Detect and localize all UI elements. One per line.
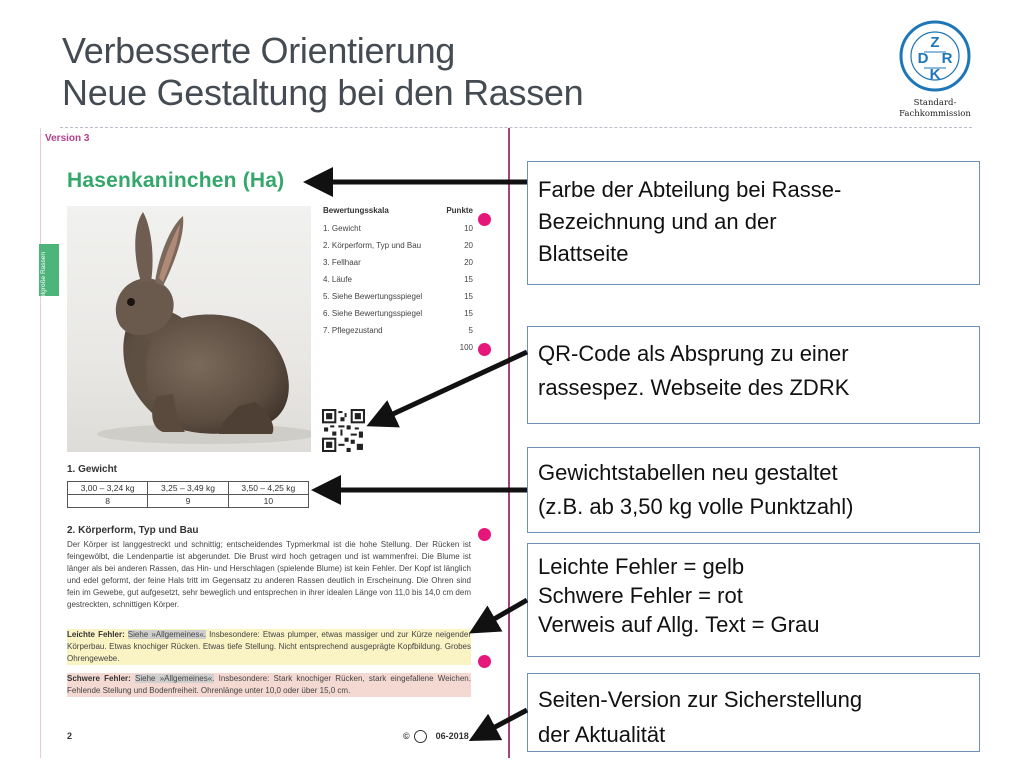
callout-line: Farbe der Abteilung bei Rasse- (538, 177, 842, 202)
scale-row-points: 15 (464, 275, 473, 284)
scale-row-points: 15 (464, 292, 473, 301)
arrow-to-qr-code (380, 352, 527, 420)
weight-range-cell: 3,25 – 3,49 kg (148, 482, 228, 495)
light-faults-label: Leichte Fehler: (67, 630, 125, 639)
scale-row-points: 20 (464, 241, 473, 250)
page-number: 2 (67, 731, 73, 741)
weight-range-cell: 3,50 – 4,25 kg (228, 482, 308, 495)
breed-title: Hasenkaninchen (Ha) (67, 169, 285, 192)
arrow-to-page-version (482, 710, 527, 734)
light-faults-text: Insbesondere: Etwas plumper, etwas massiger und zur Kürze neigender Körperbau. Etwas knochiger Rücken. Etwas tiefe Stellung. Nicht entsprechend ausgeprägte Kopfbildung. Grobes Ohrengewebe. (67, 630, 471, 663)
callout-line: Gewichtstabellen neu gestaltet (538, 460, 838, 485)
callout-line: (z.B. ab 3,50 kg volle Punktzahl) (538, 494, 854, 519)
rating-scale-title: Bewertungsskala (323, 206, 389, 215)
section-2-heading: 2. Körperform, Typ und Bau (67, 525, 199, 536)
section-2-text: Der Körper ist langgestreckt und schnittig; entscheidendes Typmerkmal ist die hohe Stellung. Der Rücken ist feingewölbt, die Lendenpartie ist abgerundet. Die Brust wird hoch getragen und ist wammenfrei. Die Blume ist länger als bei anderen Rassen, das Hin- und Herschlagen (spielende Blume) ist kein Fehler. Der Kopf ist länglich und edel geformt, der feine Hals tritt im Gegensatz zu anderen Rassen deutlich in Erscheinung. Die Ohren sind fein im Gewebe, gut aufgesetzt, sehr beweglich und entsprechen in ihrer idealen Länge von 11,0 bis 14,0 cm dem gestreckten, schnittigen Körper. (67, 540, 471, 609)
scale-row-points: 15 (464, 309, 473, 318)
scale-row-label: 3. Fellhaar (323, 258, 361, 267)
slide-title-line-2: Neue Gestaltung bei den Rassen (62, 72, 584, 113)
scale-row-points: 5 (468, 326, 473, 335)
heavy-faults-label: Schwere Fehler: (67, 674, 131, 683)
callout-line: der Aktualität (538, 722, 666, 747)
section-1-heading: 1. Gewicht (67, 464, 118, 475)
scale-row-label: 1. Gewicht (323, 224, 361, 233)
heavy-faults-reference: Siehe »Allgemeines«. (135, 674, 215, 683)
scale-row-label: 6. Siehe Bewertungsspiegel (323, 309, 423, 318)
scale-row-label: 4. Läufe (323, 275, 352, 284)
callout-line: Bezeichnung und an der (538, 209, 777, 234)
slide-title-line-1: Verbesserte Orientierung (62, 30, 456, 71)
scale-row-label: 7. Pflegezustand (323, 326, 383, 335)
logo-letter-k: K (929, 66, 941, 83)
logo-letter-r: R (941, 50, 953, 67)
weight-points-cell: 10 (228, 495, 308, 508)
callout-line: Verweis auf Allg. Text = Grau (538, 612, 820, 637)
scale-row-points: 20 (464, 258, 473, 267)
side-tab-label: mittelgroße Rassen (40, 252, 47, 309)
scale-row-label: 2. Körperform, Typ und Bau (323, 241, 422, 250)
scale-total: 100 (459, 343, 473, 352)
light-faults-reference: Siehe »Allgemeines«. (127, 630, 207, 639)
logo-caption-line-1: Standard- (913, 98, 957, 108)
page-version: 06-2018 (435, 730, 469, 741)
callout-line: Seiten-Version zur Sicherstellung (538, 687, 863, 712)
callout-line: Blattseite (538, 241, 629, 266)
scale-row-label: 5. Siehe Bewertungsspiegel (323, 292, 423, 301)
callout-line: Leichte Fehler = gelb (538, 554, 745, 579)
weight-points-cell: 8 (68, 495, 148, 508)
logo-letter-d: D (917, 50, 929, 67)
callout-line: Schwere Fehler = rot (538, 583, 743, 608)
arrow-to-fault-colors (482, 600, 527, 626)
logo-caption-line-2: Fachkommission (899, 109, 971, 119)
callout-line: QR-Code als Absprung zu einer (538, 341, 849, 366)
heavy-faults-text: Insbesondere: Stark knochiger Rücken, stark eingefallene Weichen. Fehlende Stellung und Bodenfreiheit. Ohrenlänge unter 10,0 oder über 15,0 cm. (67, 674, 471, 695)
version-label: Version 3 (45, 133, 90, 144)
logo-letter-z: Z (930, 34, 940, 51)
scale-row-points: 10 (464, 224, 473, 233)
callout-line: rassespez. Webseite des ZDRK (538, 375, 850, 400)
copyright-symbol: © (403, 730, 410, 741)
weight-range-cell: 3,00 – 3,24 kg (68, 482, 148, 495)
weight-points-cell: 9 (148, 495, 228, 508)
rating-scale-points-header: Punkte (446, 206, 473, 215)
